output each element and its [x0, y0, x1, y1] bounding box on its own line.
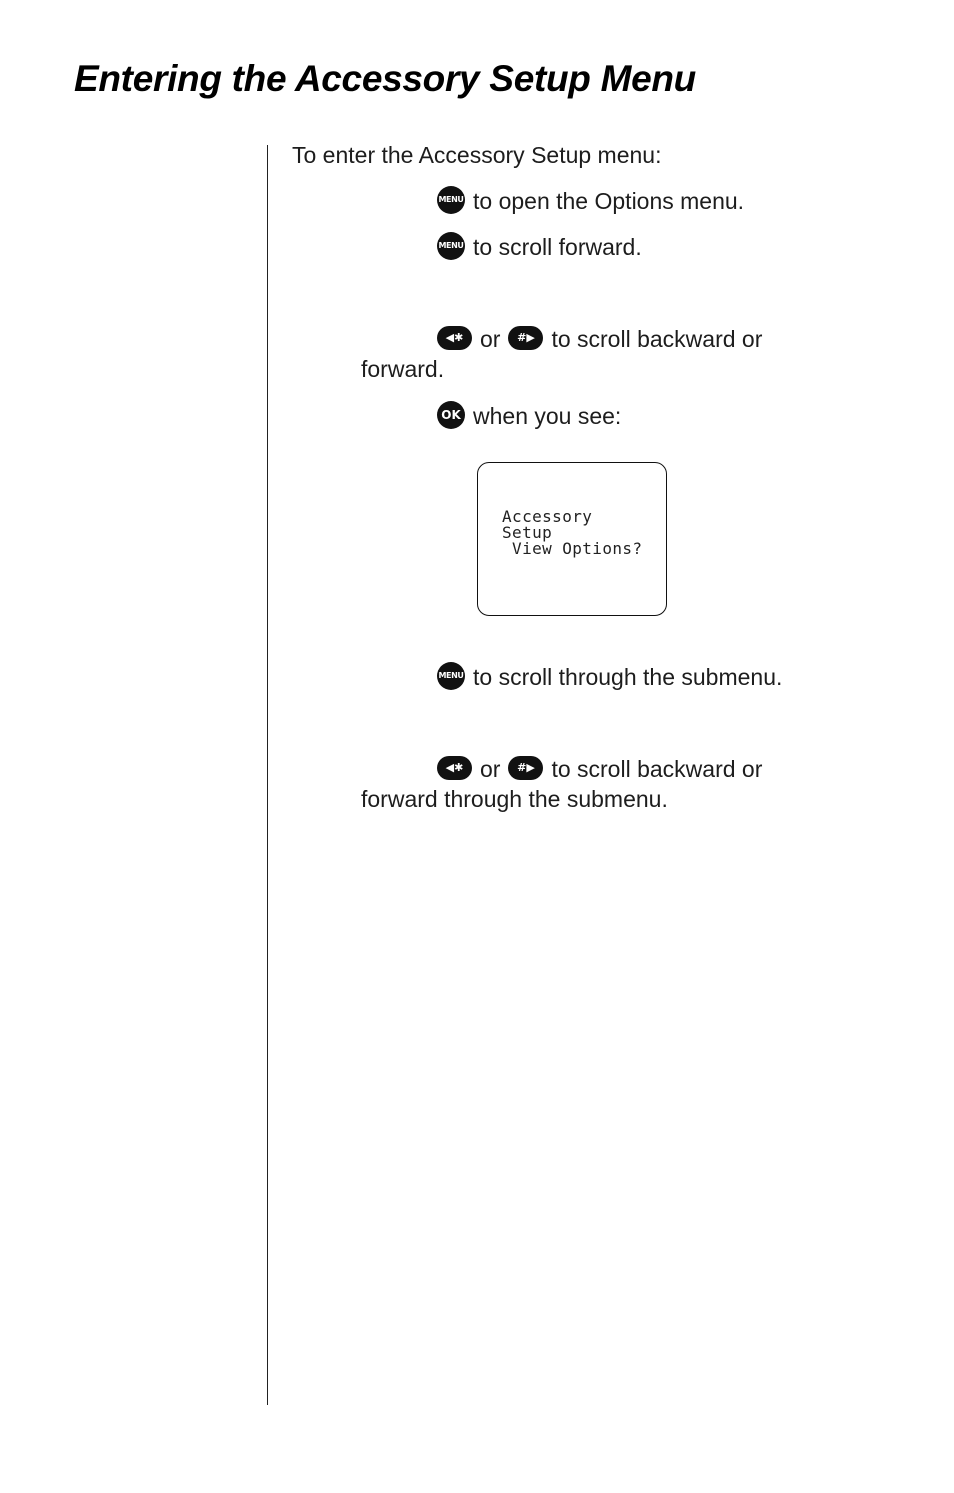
step-scroll-options [437, 324, 762, 354]
menu-key-icon: MENU [437, 232, 465, 260]
page-title: Entering the Accessory Setup Menu [74, 58, 696, 99]
step-text: to scroll backward or [551, 326, 763, 352]
step-ok-select [437, 401, 621, 432]
margin-rule [267, 145, 268, 1405]
step-open-options [437, 186, 744, 217]
display-line-1: Accessory [502, 507, 593, 526]
step-text: to open the Options menu. [473, 188, 745, 214]
display-line-3: View Options? [502, 539, 643, 558]
menu-key-icon: MENU [437, 662, 465, 690]
step-scroll-submenu-keys [437, 754, 762, 784]
hash-right-key-icon: #▶ [508, 326, 543, 350]
menu-key-icon: MENU [437, 186, 465, 214]
display-line-2: Setup [502, 523, 553, 542]
step-text: to scroll through the submenu. [473, 664, 783, 690]
left-star-key-icon: ◀✱ [437, 326, 472, 350]
or-text: or [480, 326, 501, 352]
step-text: when you see: [473, 403, 622, 429]
step-scroll-submenu [437, 662, 782, 693]
step-continuation: forward. [361, 356, 445, 382]
left-star-key-icon: ◀✱ [437, 756, 472, 780]
or-text: or [480, 756, 501, 782]
step-scroll-forward [437, 232, 642, 263]
step-text: to scroll forward. [473, 234, 642, 260]
ok-key-icon: OK [437, 401, 465, 429]
phone-display [477, 462, 667, 616]
step-continuation: forward through the submenu. [361, 786, 668, 812]
intro-text: To enter the Accessory Setup menu: [292, 142, 662, 168]
step-text: to scroll backward or [551, 756, 763, 782]
hash-right-key-icon: #▶ [508, 756, 543, 780]
